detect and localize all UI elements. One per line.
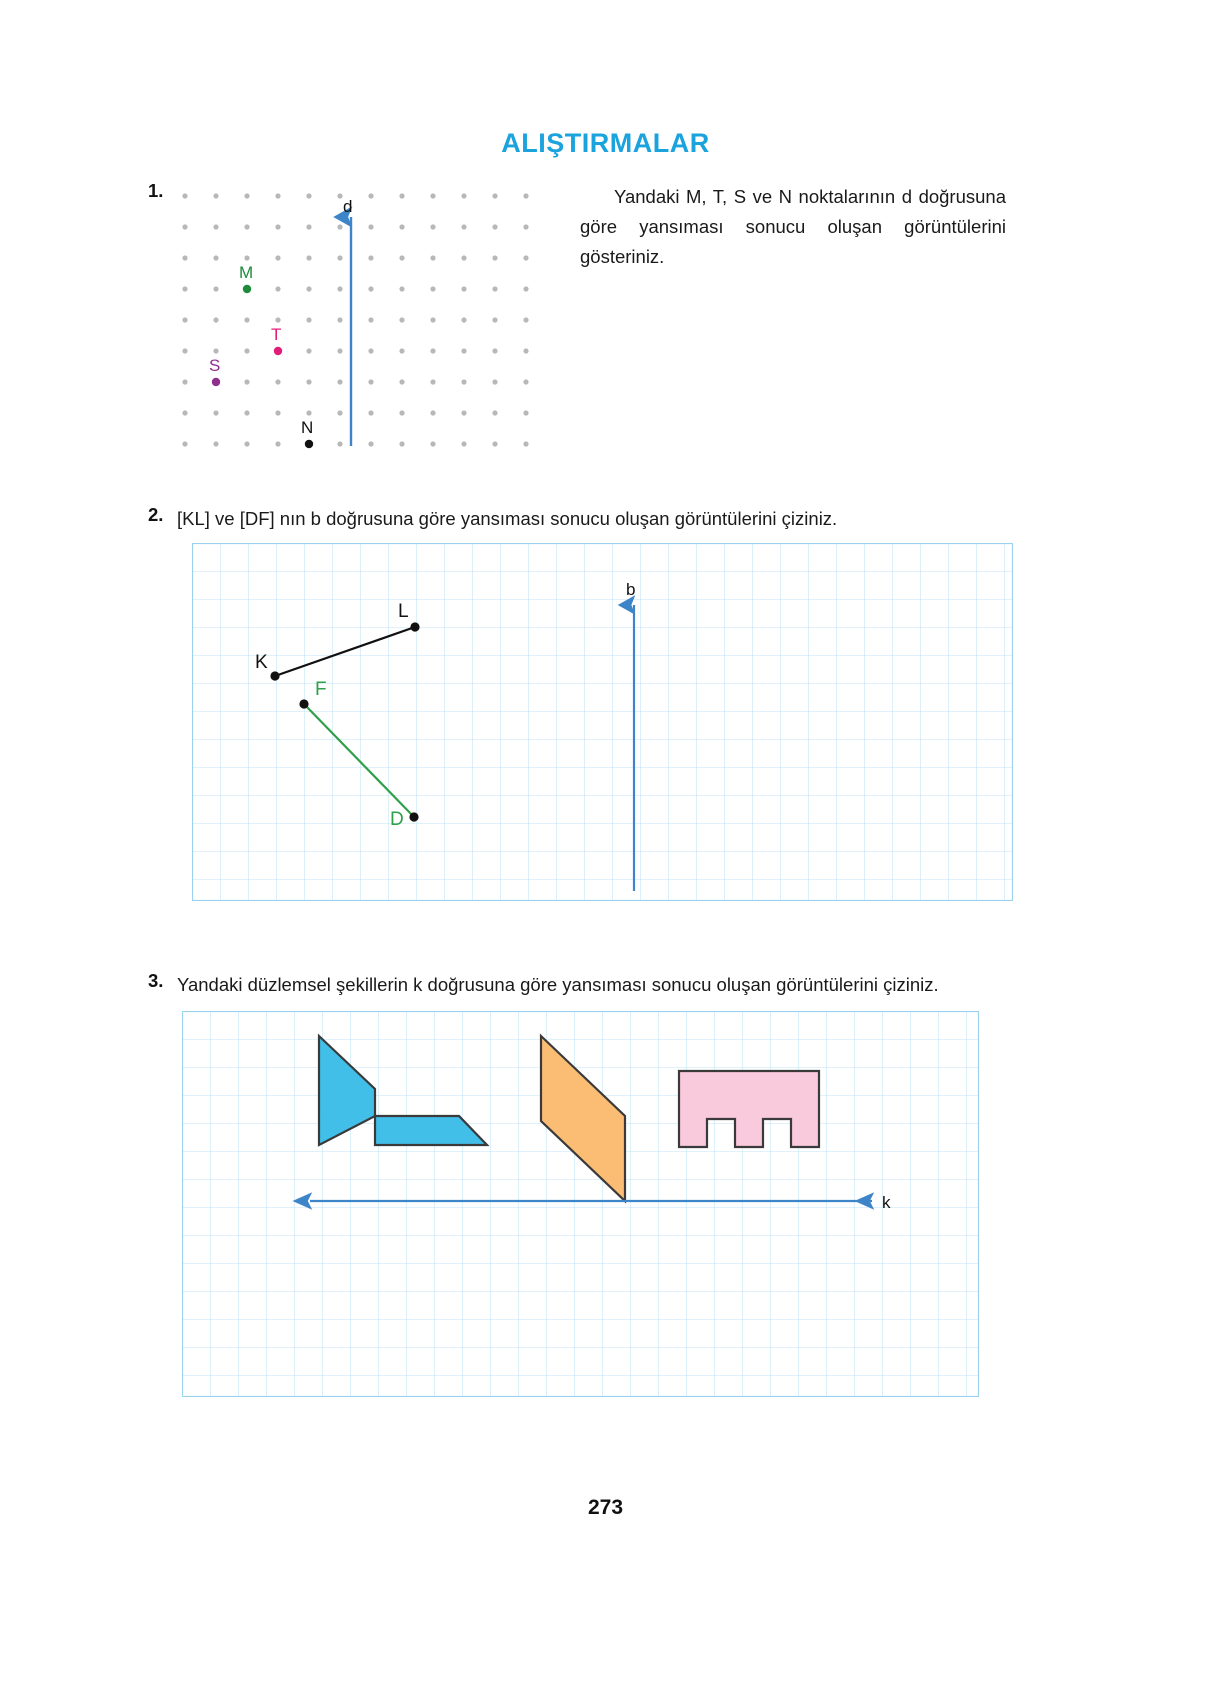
point-N-label: N <box>301 418 314 437</box>
grid-background <box>193 544 1013 901</box>
grid-svg-q2 <box>192 543 1013 901</box>
point-T-dot <box>274 347 282 355</box>
grid-background <box>183 1012 979 1397</box>
line-k-label: k <box>882 1193 891 1212</box>
point-K-dot <box>270 671 279 680</box>
point-F-dot <box>299 699 308 708</box>
page-number: 273 <box>587 1496 624 1519</box>
exercise-2-figure <box>192 543 1013 901</box>
exercise-2-number: 2. <box>148 504 164 525</box>
point-D-label: D <box>390 809 404 830</box>
page-title: ALIŞTIRMALAR <box>501 128 710 158</box>
dot-grid-svg <box>180 184 530 452</box>
exercise-2-text: [KL] ve [DF] nın b doğrusuna göre yansıması sonucu oluşan görüntülerini çiziniz. <box>177 508 838 529</box>
grid-dots <box>182 193 528 446</box>
exercise-1-figure <box>180 184 530 452</box>
point-D-dot <box>409 812 418 821</box>
exercise-1-number: 1. <box>148 180 164 201</box>
point-K-label: K <box>255 652 268 673</box>
point-L-label: L <box>398 601 409 622</box>
exercise-3-figure <box>182 1011 979 1397</box>
point-M-label: M <box>239 263 254 282</box>
line-d-label: d <box>343 197 353 216</box>
line-b-label: b <box>626 580 636 599</box>
point-S-dot <box>212 378 220 386</box>
exercise-3-text: Yandaki düzlemsel şekillerin k doğrusuna göre yansıması sonucu oluşan görüntülerini çiziniz. <box>177 974 939 995</box>
grid-svg-q3 <box>182 1011 979 1397</box>
point-L-dot <box>410 622 419 631</box>
exercise-1-text: Yandaki M, T, S ve N noktalarının d doğrusuna göre yansıması sonucu oluşan görüntülerini gösteriniz. <box>580 186 1006 267</box>
point-F-label: F <box>315 679 327 700</box>
point-S-label: S <box>209 356 221 375</box>
point-N-dot <box>305 440 313 448</box>
shape-crenellated-block <box>679 1071 819 1147</box>
point-M-dot <box>243 285 251 293</box>
exercise-3-number: 3. <box>148 970 164 991</box>
point-T-label: T <box>271 325 282 344</box>
